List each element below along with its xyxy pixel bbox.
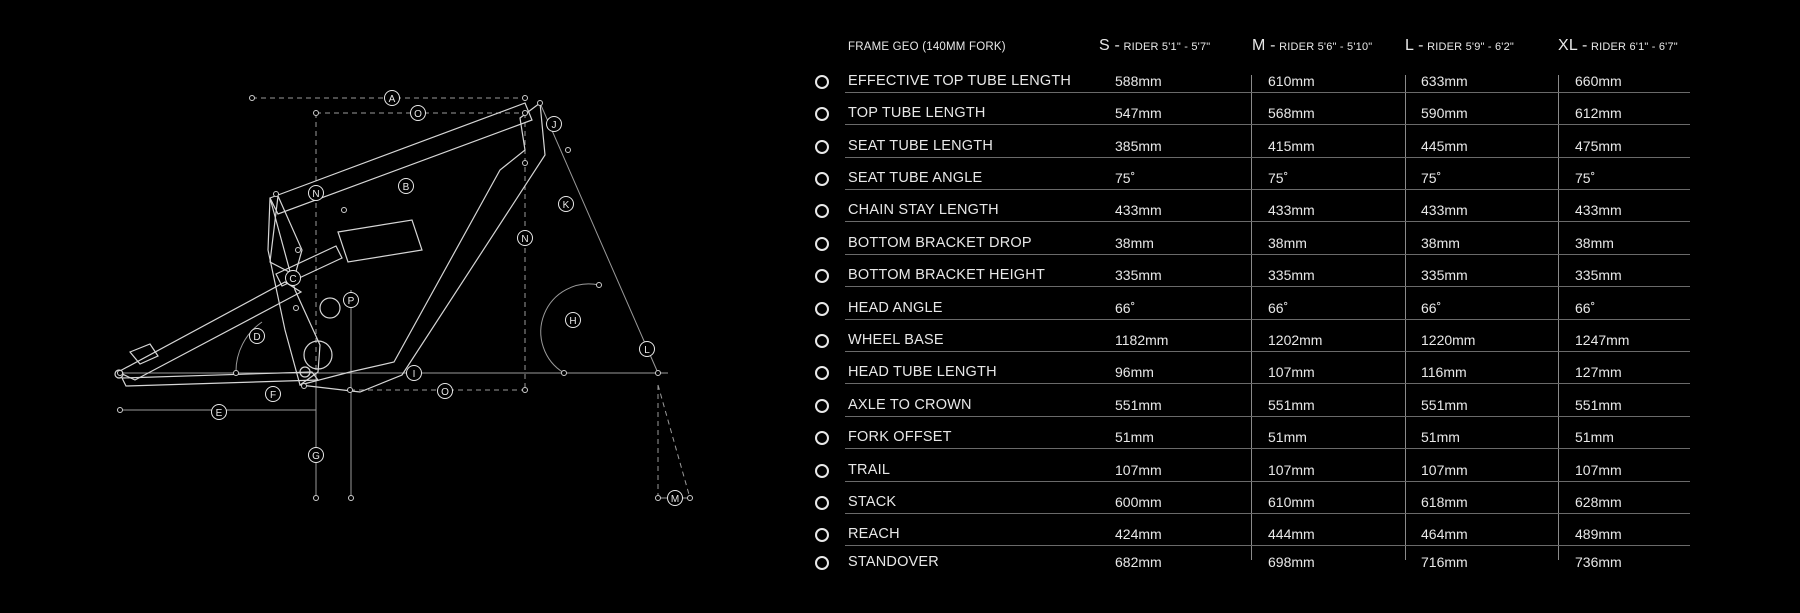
- row-marker-icon: [815, 302, 829, 316]
- row-value: 66˚: [1575, 300, 1596, 316]
- row-value: 551mm: [1268, 397, 1315, 413]
- row-label: TRAIL: [848, 462, 891, 478]
- row-value: 489mm: [1575, 526, 1622, 542]
- size-header-xl: XL - RIDER 6'1" - 6'7": [1558, 37, 1678, 54]
- row-rule: [845, 254, 1690, 255]
- row-value: 335mm: [1421, 267, 1468, 283]
- row-value: 385mm: [1115, 138, 1162, 154]
- row-label: EFFECTIVE TOP TUBE LENGTH: [848, 73, 1072, 89]
- row-marker-icon: [815, 399, 829, 413]
- svg-text:A: A: [388, 94, 396, 105]
- row-value: 66˚: [1421, 300, 1442, 316]
- row-value: 444mm: [1268, 526, 1315, 542]
- table-row: [0, 302, 1800, 332]
- table-title: FRAME GEO (140MM FORK): [848, 41, 1006, 53]
- row-label: AXLE TO CROWN: [848, 397, 972, 413]
- row-value: 75˚: [1575, 170, 1596, 186]
- row-rule: [845, 157, 1690, 158]
- row-value: 633mm: [1421, 73, 1468, 89]
- row-value: 424mm: [1115, 526, 1162, 542]
- row-value: 1182mm: [1115, 332, 1169, 348]
- row-rule: [845, 513, 1690, 514]
- row-label: HEAD ANGLE: [848, 300, 943, 316]
- row-value: 628mm: [1575, 494, 1622, 510]
- row-value: 464mm: [1421, 526, 1468, 542]
- row-value: 75˚: [1268, 170, 1289, 186]
- row-value: 335mm: [1268, 267, 1315, 283]
- row-value: 682mm: [1115, 554, 1162, 570]
- row-value: 107mm: [1575, 462, 1622, 478]
- row-label: TOP TUBE LENGTH: [848, 105, 986, 121]
- row-value: 51mm: [1115, 429, 1154, 445]
- row-value: 1202mm: [1268, 332, 1323, 348]
- size-header-s: S - RIDER 5'1" - 5'7": [1099, 37, 1211, 54]
- svg-text:O: O: [414, 109, 422, 120]
- svg-text:F: F: [269, 390, 277, 401]
- table-row: [0, 269, 1800, 299]
- row-marker-icon: [815, 366, 829, 380]
- row-marker-icon: [815, 107, 829, 121]
- row-marker-icon: [815, 75, 829, 89]
- table-row: [0, 366, 1800, 396]
- table-row: [0, 431, 1800, 461]
- row-rule: [845, 416, 1690, 417]
- svg-text:H: H: [569, 316, 577, 327]
- row-value: 1247mm: [1575, 332, 1630, 348]
- row-rule: [845, 448, 1690, 449]
- row-rule: [845, 319, 1690, 320]
- row-value: 107mm: [1268, 364, 1315, 380]
- row-label: CHAIN STAY LENGTH: [848, 202, 999, 218]
- row-value: 1220mm: [1421, 332, 1476, 348]
- row-value: 66˚: [1115, 300, 1136, 316]
- row-value: 51mm: [1421, 429, 1460, 445]
- row-value: 551mm: [1421, 397, 1468, 413]
- table-row: [0, 399, 1800, 429]
- row-value: 475mm: [1575, 138, 1622, 154]
- row-value: 415mm: [1268, 138, 1315, 154]
- svg-text:N: N: [312, 189, 320, 200]
- row-rule: [845, 481, 1690, 482]
- svg-text:D: D: [253, 332, 261, 343]
- row-marker-icon: [815, 496, 829, 510]
- row-value: 736mm: [1575, 554, 1622, 570]
- row-label: STACK: [848, 494, 897, 510]
- row-value: 116mm: [1421, 364, 1467, 380]
- row-label: STANDOVER: [848, 554, 939, 570]
- table-row: [0, 334, 1800, 364]
- row-value: 588mm: [1115, 73, 1162, 89]
- row-label: WHEEL BASE: [848, 332, 944, 348]
- row-label: REACH: [848, 526, 900, 542]
- row-value: 75˚: [1115, 170, 1136, 186]
- row-value: 610mm: [1268, 494, 1315, 510]
- row-rule: [845, 92, 1690, 93]
- svg-text:L: L: [644, 345, 650, 356]
- row-value: 551mm: [1115, 397, 1162, 413]
- row-rule: [845, 124, 1690, 125]
- row-value: 433mm: [1575, 202, 1622, 218]
- row-value: 590mm: [1421, 105, 1468, 121]
- row-marker-icon: [815, 204, 829, 218]
- table-row: [0, 496, 1800, 526]
- row-value: 618mm: [1421, 494, 1468, 510]
- row-value: 433mm: [1268, 202, 1315, 218]
- row-value: 127mm: [1575, 364, 1622, 380]
- row-marker-icon: [815, 528, 829, 542]
- svg-text:M: M: [670, 494, 680, 505]
- row-value: 75˚: [1421, 170, 1442, 186]
- row-marker-icon: [815, 556, 829, 570]
- row-value: 335mm: [1115, 267, 1162, 283]
- row-value: 698mm: [1268, 554, 1315, 570]
- svg-text:I: I: [412, 369, 416, 380]
- row-rule: [845, 286, 1690, 287]
- table-row: [0, 464, 1800, 494]
- table-row: [0, 556, 1800, 586]
- row-value: 38mm: [1115, 235, 1154, 251]
- row-label: HEAD TUBE LENGTH: [848, 364, 997, 380]
- size-header-l: L - RIDER 5'9" - 6'2": [1405, 37, 1515, 54]
- row-value: 445mm: [1421, 138, 1468, 154]
- row-marker-icon: [815, 172, 829, 186]
- row-value: 66˚: [1268, 300, 1289, 316]
- row-marker-icon: [815, 140, 829, 154]
- svg-text:P: P: [347, 296, 355, 307]
- row-value: 51mm: [1575, 429, 1614, 445]
- row-marker-icon: [815, 237, 829, 251]
- row-value: 551mm: [1575, 397, 1622, 413]
- row-value: 716mm: [1421, 554, 1468, 570]
- row-label: BOTTOM BRACKET HEIGHT: [848, 267, 1046, 283]
- row-value: 433mm: [1115, 202, 1162, 218]
- row-marker-icon: [815, 464, 829, 478]
- row-marker-icon: [815, 269, 829, 283]
- row-value: 433mm: [1421, 202, 1468, 218]
- row-rule: [845, 383, 1690, 384]
- svg-text:J: J: [551, 120, 557, 131]
- table-row: [0, 75, 1800, 105]
- svg-text:G: G: [312, 451, 320, 462]
- table-row: [0, 107, 1800, 137]
- svg-text:B: B: [402, 182, 410, 193]
- svg-text:C: C: [289, 274, 297, 285]
- table-row: [0, 172, 1800, 202]
- table-row: [0, 140, 1800, 170]
- row-value: 51mm: [1268, 429, 1307, 445]
- row-rule: [845, 189, 1690, 190]
- row-value: 610mm: [1268, 73, 1315, 89]
- row-label: SEAT TUBE LENGTH: [848, 138, 994, 154]
- row-value: 612mm: [1575, 105, 1622, 121]
- svg-text:O: O: [441, 387, 449, 398]
- row-rule: [845, 221, 1690, 222]
- row-rule: [845, 545, 1690, 546]
- row-value: 38mm: [1268, 235, 1307, 251]
- row-value: 107mm: [1421, 462, 1468, 478]
- row-value: 107mm: [1115, 462, 1162, 478]
- row-marker-icon: [815, 431, 829, 445]
- row-value: 38mm: [1421, 235, 1460, 251]
- row-rule: [845, 351, 1690, 352]
- table-row: [0, 237, 1800, 267]
- row-label: SEAT TUBE ANGLE: [848, 170, 983, 186]
- table-row: [0, 204, 1800, 234]
- row-value: 38mm: [1575, 235, 1614, 251]
- row-value: 600mm: [1115, 494, 1162, 510]
- size-header-m: M - RIDER 5'6" - 5'10": [1252, 37, 1373, 54]
- svg-text:K: K: [562, 200, 570, 211]
- row-value: 335mm: [1575, 267, 1622, 283]
- row-value: 660mm: [1575, 73, 1622, 89]
- svg-text:E: E: [215, 408, 223, 419]
- row-label: FORK OFFSET: [848, 429, 952, 445]
- row-value: 96mm: [1115, 364, 1154, 380]
- row-label: BOTTOM BRACKET DROP: [848, 235, 1032, 251]
- row-marker-icon: [815, 334, 829, 348]
- row-value: 547mm: [1115, 105, 1162, 121]
- svg-text:N: N: [521, 234, 529, 245]
- row-value: 107mm: [1268, 462, 1315, 478]
- row-value: 568mm: [1268, 105, 1315, 121]
